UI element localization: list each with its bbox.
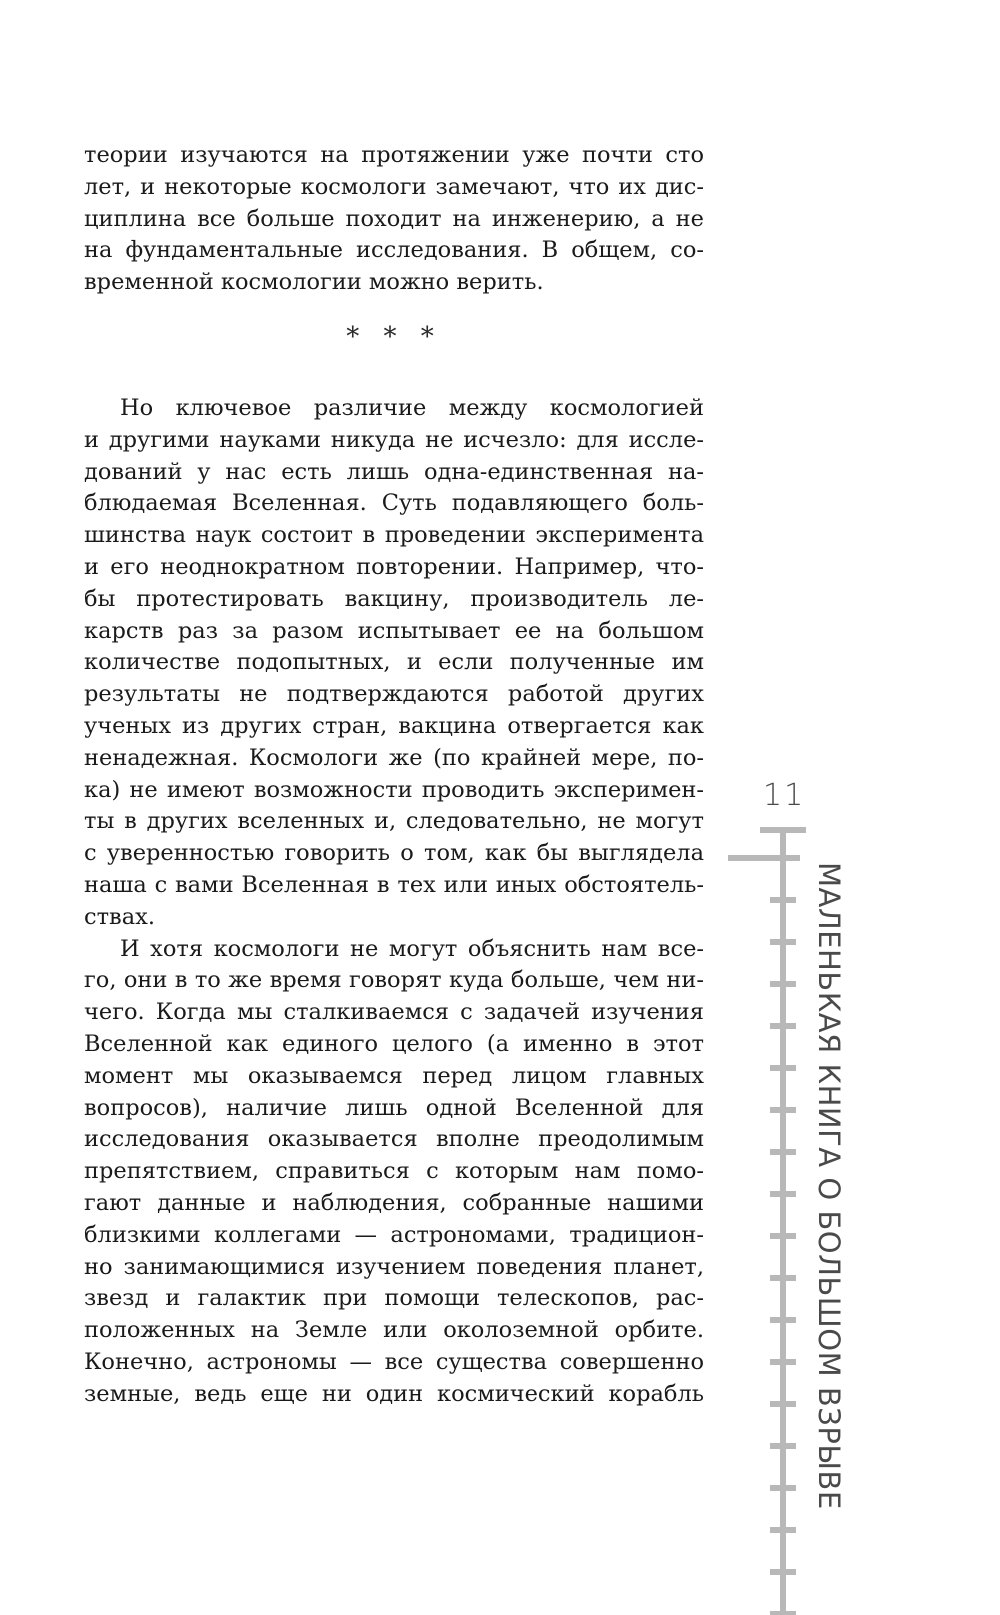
- text-line: бы протестировать вакцину, производитель ле-: [84, 585, 704, 612]
- text-line: на фундаментальные исследования. В общем, со-: [84, 237, 704, 264]
- section-separator: * * *: [346, 322, 442, 352]
- text-line: временной космологии можно верить.: [84, 269, 544, 296]
- text-line: наша с вами Вселенная в тех или иных обстоятель-: [84, 871, 704, 898]
- text-line: с уверенностью говорить о том, как бы выглядела: [84, 840, 704, 867]
- text-line: гают данные и наблюдения, собранные нашими: [84, 1189, 704, 1216]
- text-line: Конечно, астрономы — все существа совершенно: [84, 1348, 704, 1375]
- text-line: циплина все больше походит на инженерию, а не: [84, 205, 704, 232]
- text-line: положенных на Земле или околоземной орбите.: [84, 1317, 704, 1344]
- text-line: го, они в то же время говорят куда больше, чем ни-: [84, 967, 704, 994]
- text-line: ствах.: [84, 903, 155, 930]
- text-line: блюдаемая Вселенная. Суть подавляющего боль-: [84, 490, 704, 517]
- text-line: вопросов), наличие лишь одной Вселенной для: [84, 1094, 704, 1121]
- text-line: карств раз за разом испытывает ее на большом: [84, 617, 704, 644]
- text-line: земные, ведь еще ни один космический корабль: [84, 1380, 704, 1407]
- running-title: МАЛЕНЬКАЯ КНИГА О БОЛЬШОМ ВЗРЫВЕ: [812, 862, 846, 1510]
- text-line: шинства наук состоит в проведении эксперимента: [84, 522, 704, 549]
- text-line: близкими коллегами — астрономами, традицион-: [84, 1221, 704, 1248]
- page-number: 11: [763, 778, 806, 813]
- text-line: звезд и галактик при помощи телескопов, рас-: [84, 1285, 704, 1312]
- text-line: Вселенной как единого целого (а именно в этот: [84, 1030, 704, 1057]
- text-line: но занимающимися изучением поведения планет,: [84, 1253, 704, 1280]
- text-line: ка) не имеют возможности проводить эксперимен-: [84, 776, 704, 803]
- text-line: лет, и некоторые космологи замечают, что их дис-: [84, 173, 704, 200]
- text-line: Но ключевое различие между космологией: [120, 395, 704, 421]
- text-line: ученых из других стран, вакцина отвергается как: [84, 712, 704, 739]
- text-line: и другими науками никуда не исчезло: для иссле-: [84, 426, 704, 453]
- text-line: момент мы оказываемся перед лицом главных: [84, 1062, 704, 1089]
- text-line: чего. Когда мы сталкиваемся с задачей изучения: [84, 999, 704, 1026]
- text-line: ты в других вселенных и, следовательно, не могут: [84, 808, 704, 835]
- text-line: дований у нас есть лишь одна-единственная на-: [84, 458, 704, 485]
- text-line: теории изучаются на протяжении уже почти сто: [84, 142, 704, 168]
- text-line: И хотя космологи не могут объяснить нам все-: [120, 935, 704, 962]
- text-line: количестве подопытных, и если полученные им: [84, 649, 704, 676]
- text-line: результаты не подтверждаются работой других: [84, 681, 704, 708]
- text-line: и его неоднократном повторении. Например, что-: [84, 553, 704, 580]
- text-line: исследования оказывается вполне преодолимым: [84, 1126, 704, 1153]
- text-line: препятствием, справиться с которым нам помо-: [84, 1158, 704, 1185]
- text-line: ненадежная. Космологи же (по крайней мере, по-: [84, 744, 704, 771]
